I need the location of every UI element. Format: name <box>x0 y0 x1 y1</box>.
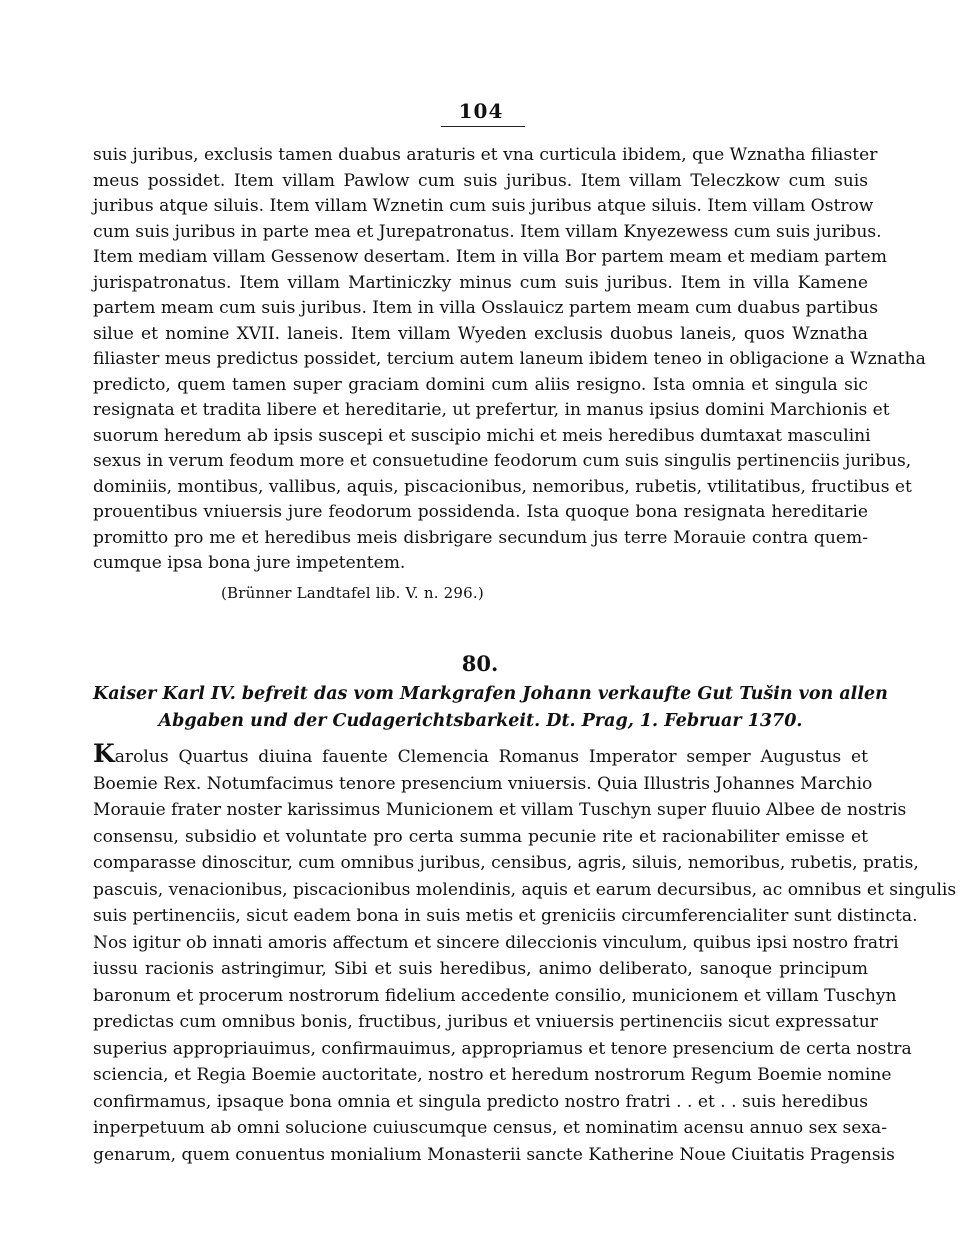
heading-line: Kaiser Karl IV. befreit das vom Markgrafen Johann verkaufte Gut Tušin von allen <box>93 684 888 704</box>
text-line: superius appropriauimus, confirmauimus, appropriamus et tenore presencium de certa nostra <box>93 1038 912 1059</box>
text-line: resignata et tradita libere et hereditarie, ut prefertur, in manus ipsius domini Marchionis et <box>93 400 890 420</box>
text-line: Nos igitur ob innati amoris affectum et sincere dileccionis vinculum, quibus ipsi nostro fratri <box>93 932 899 953</box>
text-line: consensu, subsidio et voluntate pro certa summa pecunie rite et racionabiliter emisse et <box>93 826 868 847</box>
text-line: prouentibus vniuersis jure feodorum possidenda. Ista quoque bona resignata hereditarie <box>93 502 868 522</box>
text-line: cum suis juribus in parte mea et Jurepatronatus. Item villam Knyezewess cum suis juribus. <box>93 221 882 242</box>
text-line: pascuis, venacionibus, piscacionibus molendinis, aquis et earum decursibus, ac omnibus et singulis <box>93 879 957 900</box>
text-line: partem meam cum suis juribus. Item in villa Osslauicz partem meam cum duabus partibus <box>93 298 878 318</box>
document-heading <box>93 681 888 735</box>
text-line: genarum, quem conuentus monialium Monasterii sancte Katherine Noue Ciuitatis Pragensis <box>93 1144 895 1165</box>
text-line: suis juribus, exclusis tamen duabus araturis et vna curticula ibidem, que Wznatha filiaster <box>93 145 878 165</box>
text-line: inperpetuum ab omni solucione cuiuscumque census, et nominatim acensu annuo sex sexa- <box>93 1118 888 1138</box>
text-line: comparasse dinoscitur, cum omnibus juribus, censibus, agris, siluis, nemoribus, rubetis, pratis, <box>93 853 919 873</box>
first-line-text: arolus Quartus diuina fauente Clemencia Romanus Imperator semper Augustus et <box>114 747 868 767</box>
text-line: confirmamus, ipsaque bona omnia et singula predicto nostro fratri . . et . . suis heredibus <box>93 1091 868 1112</box>
text-line: jurispatronatus. Item villam Martiniczky minus cum suis juribus. Item in villa Kamene <box>93 272 868 293</box>
page-number: 104 <box>458 99 504 123</box>
text-line: Boemie Rex. Notumfacimus tenore presencium vniuersis. Quia Illustris Johannes Marchio <box>93 773 873 794</box>
text-line: Item mediam villam Gessenow desertam. Item in villa Bor partem meam et mediam partem <box>93 247 887 267</box>
text-line-first <box>93 739 868 771</box>
text-line: predictas cum omnibus bonis, fructibus, juribus et vniuersis pertinenciis sicut expressatur <box>93 1012 878 1032</box>
text-line: juribus atque siluis. Item villam Wznetin cum suis juribus atque siluis. Item villam Ostrow <box>93 196 874 216</box>
source-note: (Brünner Landtafel lib. V. n. 296.) <box>221 584 484 602</box>
text-line: iussu racionis astringimur, Sibi et suis heredibus, animo deliberato, sanoque principum <box>93 959 868 979</box>
text-line: promitto pro me et heredibus meis disbrigare secundum jus terre Morauie contra quem- <box>93 527 868 548</box>
text-line: baronum et procerum nostrorum fidelium accedente consilio, municionem et villam Tuschyn <box>93 985 897 1006</box>
text-line: sexus in verum feodum more et consuetudine feodorum cum suis singulis pertinenciis juribus, <box>93 451 912 471</box>
continuation-text <box>93 143 926 577</box>
text-line: predicto, quem tamen super graciam domini cum aliis resigno. Ista omnia et singula sic <box>93 374 868 395</box>
text-line: cumque ipsa bona jure impetentem. <box>93 553 406 573</box>
text-line: suis pertinenciis, sicut eadem bona in suis metis et greniciis circumferencialiter sunt distincta. <box>93 906 918 926</box>
text-line: dominiis, montibus, vallibus, aquis, piscacionibus, nemoribus, rubetis, vtilitatibus, fructibus et <box>93 476 912 497</box>
page-number-rule <box>441 126 525 127</box>
text-line: meus possidet. Item villam Pawlow cum suis juribus. Item villam Teleczkow cum suis <box>93 170 868 191</box>
text-line: filiaster meus predictus possidet, tercium autem laneum ibidem teneo in obligacione a Wznatha <box>93 349 926 369</box>
text-line: sciencia, et Regia Boemie auctoritate, nostro et heredum nostrorum Regum Boemie nomine <box>93 1065 892 1085</box>
text-line: Morauie frater noster karissimus Municionem et villam Tuschyn super fluuio Albee de nostris <box>93 800 907 820</box>
text-line: suorum heredum ab ipsis suscepi et suscipio michi et meis heredibus dumtaxat masculini <box>93 425 871 446</box>
initial-letter: K <box>93 739 115 768</box>
document-number: 80. <box>461 651 499 676</box>
heading-line: Abgaben und der Cudagerichtsbarkeit. Dt. Prag, 1. Februar 1370. <box>158 711 803 731</box>
document-body <box>93 739 957 1168</box>
text-line: silue et nomine XVII. laneis. Item villam Wyeden exclusis duobus laneis, quos Wznatha <box>93 323 868 344</box>
